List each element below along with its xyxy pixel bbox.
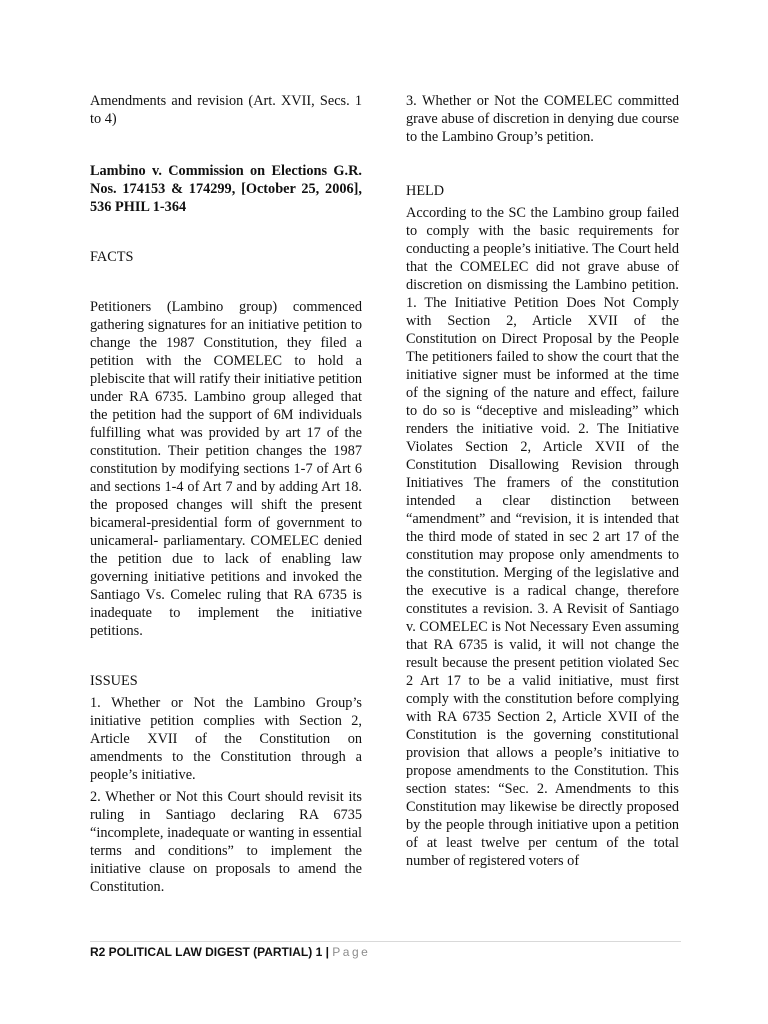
facts-paragraph: Petitioners (Lambino group) commenced gathering signatures for an initiative petition to change the 1987 Constitution, they filed a petition with the COMELEC to hold a plebiscite that will ratify their initiative petition under RA 6735. Lambino group alleged that the petition had the support of 6M individuals fulfilling what was provided by art 17 of the constitution. Their petition changes the 1987 constitution by modifying sections 1-7 of Art 6 and sections 1-4 of Art 7 and by adding Art 18. the proposed changes will shift the present bicameral-presidential form of government to unicameral- parliamentary. COMELEC denied the petition due to lack of enabling law governing initiative petitions and invoked the Santiago Vs. Comelec ruling that RA 6735 is inadequate to implement the initiative petitions. (90, 299, 362, 639)
footer-divider (90, 941, 681, 942)
section-heading: Amendments and revision (Art. XVII, Secs. 1 to 4) (90, 93, 362, 127)
left-column (90, 92, 362, 896)
case-title: Lambino v. Commission on Elections G.R. Nos. 174153 & 174299, [October 25, 2006], 536 PHIL 1-364 (90, 163, 362, 215)
held-heading: HELD (406, 183, 445, 199)
issue-3: 3. Whether or Not the COMELEC committed grave abuse of discretion in denying due course to the Lambino Group’s petition. (406, 93, 679, 145)
held-paragraph: According to the SC the Lambino group failed to comply with the basic requirements for conducting a people’s initiative. The Court held that the COMELEC did not grave abuse of discretion on dismissing the Lambino petition. 1. The Initiative Petition Does Not Comply with Section 2, Article XVII of the Constitution on Direct Proposal by the People The petitioners failed to show the court that the initiative signer must be informed at the time of the signing of the nature and effect, failure to do so is “deceptive and misleading” which renders the initiative void. 2. The Initiative Violates Section 2, Article XVII of the Constitution Disallowing Revision through Initiatives The framers of the constitution intended a clear distinction between “amendment” and “revision, it is intended that the third mode of stated in sec 2 art 17 of the constitution may propose only amendments to the constitution. Merging of the legislative and the executive is a radical change, therefore constitutes a revision. 3. A Revisit of Santiago v. COMELEC is Not Necessary Even assuming that RA 6735 is valid, it will not change the result because the present petition violated Sec 2 Art 17 to be a valid initiative, must first comply with the constitution before complying with RA 6735 Section 2, Article XVII of the Constitution is the governing constitutional provision that allows a people’s initiative to propose amendments to the Constitution. This section states: “Sec. 2. Amendments to this Constitution may likewise be directly proposed by the people through initiative upon a petition of at least twelve per centum of the total number of registered voters of (406, 205, 679, 869)
issue-2: 2. Whether or Not this Court should revisit its ruling in Santiago declaring RA 6735 “incomplete, inadequate or wanting in essential terms and conditions” to implement the initiative clause on proposals to amend the Constitution. (90, 789, 362, 895)
page-footer (90, 944, 370, 960)
footer-page-label: Page (332, 945, 371, 959)
right-column (406, 92, 679, 870)
issues-heading: ISSUES (90, 673, 138, 689)
footer-title: R2 POLITICAL LAW DIGEST (PARTIAL) (90, 945, 313, 959)
facts-heading: FACTS (90, 249, 134, 265)
footer-page-number: 1 (315, 945, 323, 959)
issue-1: 1. Whether or Not the Lambino Group’s initiative petition complies with Section 2, Article XVII of the Constitution on amendments to the Constitution through a people’s initiative. (90, 695, 362, 783)
footer-separator: | (325, 945, 329, 959)
